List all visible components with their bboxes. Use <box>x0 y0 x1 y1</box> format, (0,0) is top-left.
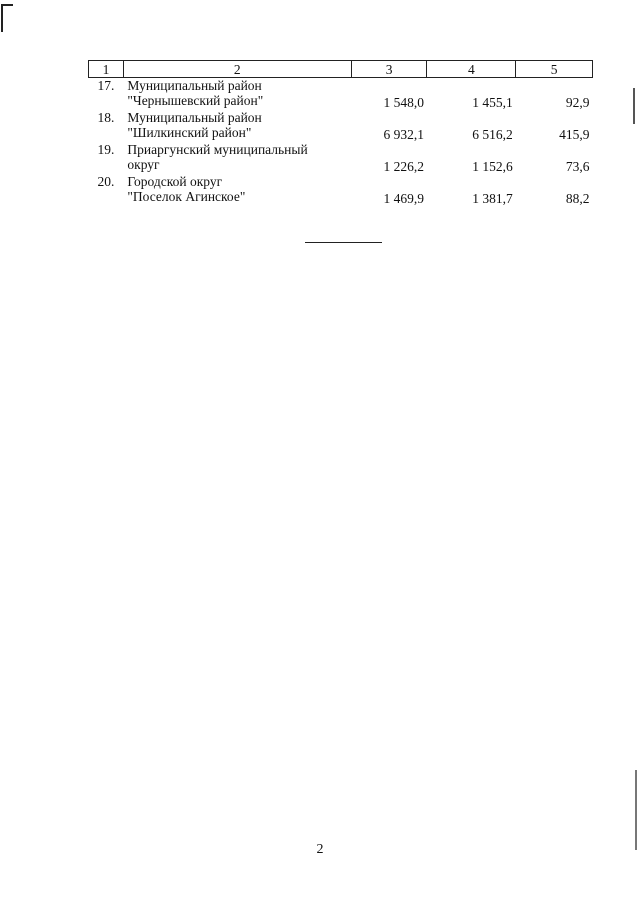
page-number: 2 <box>316 842 324 857</box>
row-value-col-4: 1 381,7 <box>472 191 513 206</box>
row-value-col-5: 415,9 <box>559 127 590 142</box>
header-col-2: 2 <box>123 61 351 78</box>
row-number: 17. <box>97 78 115 93</box>
header-col-5: 5 <box>516 61 593 78</box>
row-name <box>123 78 351 111</box>
row-value-col-3: 6 932,1 <box>383 127 424 142</box>
row-name-line: Городской округ <box>127 174 223 189</box>
row-name-line: округ <box>127 157 160 172</box>
row-name-line: "Чернышевский район" <box>127 93 264 108</box>
header-col-3: 3 <box>351 61 427 78</box>
row-name-line: Муниципальный район <box>127 110 262 125</box>
row-value-col-5: 92,9 <box>565 95 590 110</box>
row-value-col-3: 1 548,0 <box>383 95 424 110</box>
row-number: 18. <box>97 110 115 125</box>
table-header-row <box>89 61 593 78</box>
table-row <box>89 78 593 111</box>
header-col-1: 1 <box>89 61 124 78</box>
row-name <box>123 174 351 206</box>
row-value-col-3: 1 226,2 <box>383 159 424 174</box>
row-name-line: "Шилкинский район" <box>127 125 252 140</box>
row-value-col-4: 6 516,2 <box>472 127 513 142</box>
end-divider-line <box>305 242 382 243</box>
row-number: 20. <box>97 174 115 189</box>
data-table <box>88 60 593 206</box>
edge-scan-mark-bottom <box>635 770 637 850</box>
row-value-col-5: 88,2 <box>565 191 590 206</box>
row-value-col-5: 73,6 <box>565 159 590 174</box>
table-row <box>89 110 593 142</box>
table-row <box>89 142 593 174</box>
row-name <box>123 110 351 142</box>
row-value-col-4: 1 455,1 <box>472 95 513 110</box>
corner-scan-mark <box>1 4 13 32</box>
edge-scan-mark <box>633 88 635 124</box>
row-value-col-3: 1 469,9 <box>383 191 424 206</box>
header-col-4: 4 <box>427 61 516 78</box>
table-row <box>89 174 593 206</box>
row-name-line: "Поселок Агинское" <box>127 189 246 204</box>
row-name-line: Муниципальный район <box>127 78 262 93</box>
row-number: 19. <box>97 142 115 157</box>
row-value-col-4: 1 152,6 <box>472 159 513 174</box>
row-name <box>123 142 351 174</box>
row-name-line: Приаргунский муниципальный <box>127 142 308 157</box>
